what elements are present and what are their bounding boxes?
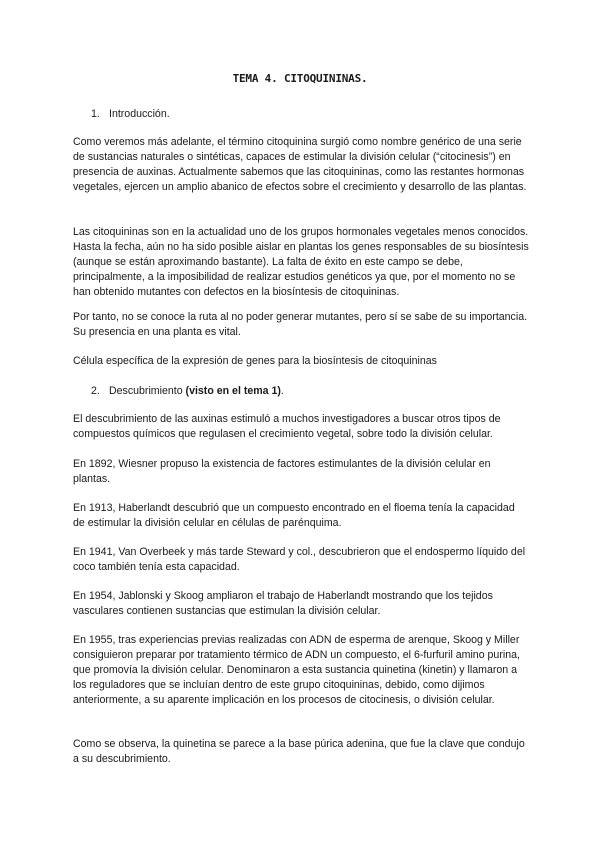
paragraph-1955: En 1955, tras experiencias previas realizadas con ADN de esperma de arenque, Skoog y Miller consiguieron preparar por tratamiento térmico de ADN un compuesto, el 6-furfuril amino purina, que promovía la división celular. Denominaron a esta sustancia quinetina (kinetin) y llamaron a los reguladores que se incluían dentro de este grupo citoquininas, debido, como dijimos anteriormente, a su aparente implicación en los procesos de citocinesis, o división celular. [73, 634, 520, 706]
paragraph-intro-4: Célula específica de la expresión de genes para la biosíntesis de citoquininas [73, 355, 437, 367]
section-heading-introduccion [91, 107, 170, 122]
document-title: TEMA 4. CITOQUININAS. [232, 72, 368, 85]
paragraph-quinetina: Como se observa, la quinetina se parece a la base púrica adenina, que fue la clave que condujo a su descubrimiento. [73, 738, 525, 765]
section-label-suffix: . [280, 385, 284, 397]
section-label-bold: (visto en el tema 1) [185, 385, 281, 397]
section-label: Descubrimiento [109, 385, 186, 397]
paragraph-intro-2: Las citoquininas son en la actualidad uno de los grupos hormonales vegetales menos conocidos. Hasta la fecha, aún no ha sido posible aislar en plantas los genes responsables de su biosíntesis (aunque se están aproximando bastante). La falta de éxito en este campo se debe, principalmente, a la imposibilidad de realizar estudios genéticos ya que, por el momento no se han obtenido mutantes con defectos en la biosíntesis de citoquininas. [73, 226, 529, 298]
paragraph-descubrimiento-1: El descubrimiento de las auxinas estimuló a muchos investigadores a buscar otros tipos de compuestos químicos que regulasen el crecimiento vegetal, sobre todo la división celular. [73, 413, 501, 440]
paragraph-intro-3: Por tanto, no se conoce la ruta al no poder generar mutantes, pero sí se sabe de su importancia. Su presencia en una planta es vital. [73, 311, 528, 338]
paragraph-1941: En 1941, Van Overbeek y más tarde Steward y col., descubrieron que el endospermo líquido del coco también tenía esta capacidad. [73, 546, 526, 573]
section-number: 2. [91, 385, 100, 397]
section-number: 1. [91, 108, 100, 120]
paragraph-1954: En 1954, Jablonski y Skoog ampliaron el trabajo de Haberlandt mostrando que los tejidos vasculares contienen sustancias que estimulan la división celular. [73, 590, 493, 617]
paragraph-1892: En 1892, Wiesner propuso la existencia de factores estimulantes de la división celular en plantas. [73, 458, 491, 485]
section-heading-descubrimiento [91, 384, 284, 399]
paragraph-intro-1: Como veremos más adelante, el término citoquinina surgió como nombre genérico de una serie de sustancias naturales o sintéticas, capaces de estimular la división celular (“citocinesis”) en presencia de auxinas. Actualmente sabemos que las citoquininas, como las restantes hormonas vegetales, ejercen un amplio abanico de efectos sobre el crecimiento y desarrollo de las plantas. [73, 136, 527, 193]
section-label: Introducción. [109, 108, 170, 120]
paragraph-1913: En 1913, Haberlandt descubrió que un compuesto encontrado en el floema tenía la capacidad de estimular la división celular en células de parénquima. [73, 502, 515, 529]
